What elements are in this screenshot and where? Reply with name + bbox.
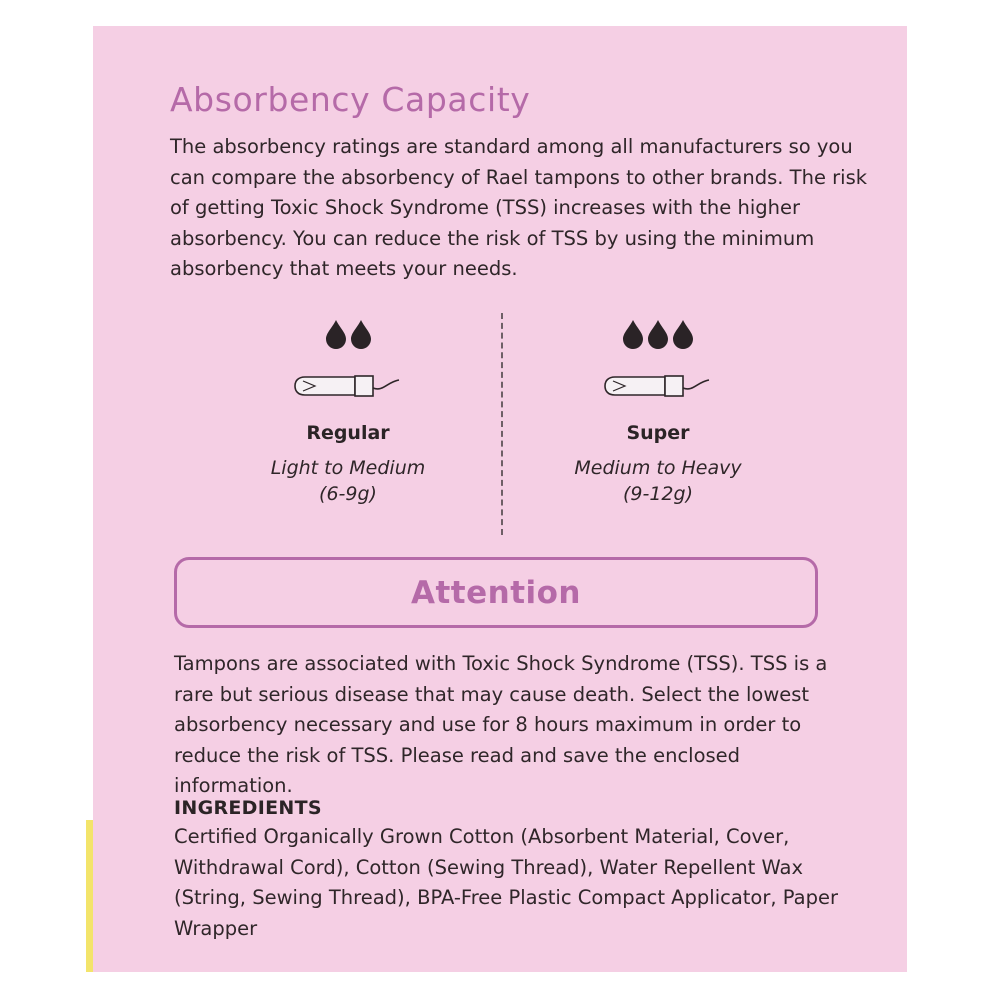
drop-rating — [508, 316, 808, 350]
droplet-icon — [647, 319, 669, 350]
droplet-icon — [622, 319, 644, 350]
tss-warning-text: Tampons are associated with Toxic Shock Syndrome (TSS). TSS is a rare but serious disease that may cause death. Select the lowest absorbency necessary and use for 8 hours maximum in order to reduce the risk of TSS. Please read and save the enclosed information. — [174, 652, 828, 797]
absorbency-description: The absorbency ratings are standard among all manufacturers so you can compare the absorbency of Rael tampons to other brands. The risk of getting Toxic Shock Syndrome (TSS) increases with the higher absorbency. You can reduce the risk of TSS by using the minimum absorbency that meets your needs. — [170, 135, 868, 280]
attention-title: Attention — [410, 574, 582, 611]
tampon-icon — [603, 370, 713, 402]
absorbency-option-regular — [198, 316, 498, 507]
package-panel — [93, 26, 907, 972]
option-range: (9-12g) — [622, 483, 693, 505]
absorbency-heading: Absorbency Capacity — [170, 80, 531, 119]
option-flow: Light to Medium — [270, 457, 426, 479]
option-range: (6-9g) — [319, 483, 377, 505]
drop-rating — [198, 316, 498, 350]
option-description — [198, 455, 498, 507]
option-name: Regular — [306, 422, 390, 444]
droplet-icon — [350, 319, 372, 350]
option-flow: Medium to Heavy — [574, 457, 742, 479]
ingredients-heading: INGREDIENTS — [174, 797, 322, 819]
option-description — [508, 455, 808, 507]
droplet-icon — [672, 319, 694, 350]
ingredients-list: Certified Organically Grown Cotton (Absorbent Material, Cover, Withdrawal Cord), Cotton (Sewing Thread), Water Repellent Wax (String, Sewing Thread), BPA-Free Plastic Compact Applicator, Paper Wrapper — [174, 825, 838, 940]
tampon-icon — [293, 370, 403, 402]
absorbency-option-super — [508, 316, 808, 507]
attention-banner — [174, 557, 818, 628]
dashed-divider — [501, 313, 503, 535]
droplet-icon — [325, 319, 347, 350]
option-name: Super — [626, 422, 690, 444]
